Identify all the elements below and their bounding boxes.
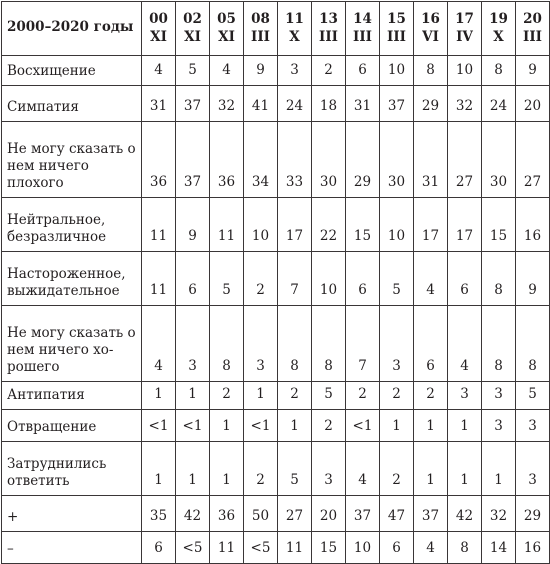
row-label: Настороженное, выжидательное: [2, 252, 142, 306]
table-cell: 30: [380, 122, 414, 198]
table-cell: 22: [312, 198, 346, 252]
row-label: Не могу сказать о нем ничего плохого: [2, 122, 142, 198]
table-cell: 29: [516, 496, 550, 532]
table-cell: <5: [176, 532, 210, 564]
table-cell: 24: [482, 86, 516, 122]
table-cell: 1: [414, 442, 448, 496]
table-cell: 9: [516, 56, 550, 86]
column-header: 11 X: [278, 2, 312, 56]
table-body: [2, 56, 550, 564]
table-cell: 4: [448, 306, 482, 382]
table-cell: 32: [482, 496, 516, 532]
table-cell: 10: [380, 198, 414, 252]
table-cell: 6: [414, 306, 448, 382]
row-label: Не могу сказать о нем ничего хо-рошего: [2, 306, 142, 382]
table-cell: 3: [482, 410, 516, 442]
table-cell: 2: [380, 382, 414, 410]
table-cell: 37: [414, 496, 448, 532]
table-cell: 4: [142, 306, 176, 382]
table-row: [2, 410, 550, 442]
table-cell: 4: [210, 56, 244, 86]
table-cell: 6: [142, 532, 176, 564]
table-cell: 1: [210, 410, 244, 442]
table-cell: 50: [244, 496, 278, 532]
table-row: [2, 496, 550, 532]
table-cell: 36: [210, 122, 244, 198]
table-cell: 17: [448, 198, 482, 252]
table-cell: 16: [516, 198, 550, 252]
column-header: 20 III: [516, 2, 550, 56]
table-cell: 3: [278, 56, 312, 86]
table-cell: 4: [346, 442, 380, 496]
table-cell: 6: [346, 56, 380, 86]
column-header: 13 III: [312, 2, 346, 56]
table-cell: 10: [244, 198, 278, 252]
table-cell: 1: [176, 382, 210, 410]
table-cell: 1: [142, 382, 176, 410]
table-cell: 3: [244, 306, 278, 382]
table-cell: 6: [448, 252, 482, 306]
table-cell: 5: [278, 442, 312, 496]
corner-label: 2000–2020 годы: [2, 2, 142, 56]
table-cell: 37: [176, 122, 210, 198]
table-cell: 2: [312, 410, 346, 442]
table-cell: 36: [142, 122, 176, 198]
table-cell: 32: [448, 86, 482, 122]
table-cell: 1: [210, 442, 244, 496]
table-cell: 11: [142, 198, 176, 252]
table-cell: 27: [448, 122, 482, 198]
table-cell: 1: [414, 410, 448, 442]
table-cell: 9: [516, 252, 550, 306]
table-cell: 1: [142, 442, 176, 496]
table-cell: 2: [244, 442, 278, 496]
table-cell: 37: [380, 86, 414, 122]
table-cell: 10: [346, 532, 380, 564]
table-cell: 3: [516, 410, 550, 442]
table-cell: 47: [380, 496, 414, 532]
column-header: 15 III: [380, 2, 414, 56]
table-cell: 2: [312, 56, 346, 86]
table-cell: 17: [414, 198, 448, 252]
table-cell: 4: [414, 252, 448, 306]
table-cell: 1: [244, 382, 278, 410]
table-cell: 1: [176, 442, 210, 496]
table-cell: 29: [346, 122, 380, 198]
table-cell: 27: [278, 496, 312, 532]
table-cell: 10: [312, 252, 346, 306]
table-cell: 10: [448, 56, 482, 86]
table-cell: 34: [244, 122, 278, 198]
table-cell: 2: [414, 382, 448, 410]
table-cell: 36: [210, 496, 244, 532]
table-cell: 4: [142, 56, 176, 86]
table-cell: 11: [210, 532, 244, 564]
row-label: Симпатия: [2, 86, 142, 122]
table-cell: <5: [244, 532, 278, 564]
table-cell: <1: [244, 410, 278, 442]
table-cell: 3: [482, 382, 516, 410]
table-cell: 15: [312, 532, 346, 564]
column-header: 19 X: [482, 2, 516, 56]
table-cell: 7: [346, 306, 380, 382]
attitude-table: [1, 1, 550, 564]
table-cell: 1: [448, 442, 482, 496]
table-cell: 11: [278, 532, 312, 564]
table-cell: 8: [278, 306, 312, 382]
table-row: [2, 442, 550, 496]
table-cell: 42: [448, 496, 482, 532]
table-cell: 8: [516, 306, 550, 382]
table-cell: 14: [482, 532, 516, 564]
table-cell: 15: [346, 198, 380, 252]
table-cell: 24: [278, 86, 312, 122]
table-cell: 33: [278, 122, 312, 198]
row-label: –: [2, 532, 142, 564]
table-cell: 3: [448, 382, 482, 410]
table-cell: 30: [312, 122, 346, 198]
column-header: 02 XI: [176, 2, 210, 56]
table-cell: 27: [516, 122, 550, 198]
column-header: 08 III: [244, 2, 278, 56]
table-cell: 30: [482, 122, 516, 198]
table-cell: 1: [380, 410, 414, 442]
table-cell: 2: [278, 382, 312, 410]
table-cell: 7: [278, 252, 312, 306]
table-cell: 1: [278, 410, 312, 442]
table-cell: 2: [244, 252, 278, 306]
table-cell: 16: [516, 532, 550, 564]
table-cell: 32: [210, 86, 244, 122]
table-cell: 5: [210, 252, 244, 306]
table-cell: 29: [414, 86, 448, 122]
table-cell: 17: [278, 198, 312, 252]
table-row: [2, 86, 550, 122]
row-label: Антипатия: [2, 382, 142, 410]
table-cell: <1: [176, 410, 210, 442]
table-cell: <1: [142, 410, 176, 442]
table-cell: 11: [210, 198, 244, 252]
table-cell: 5: [380, 252, 414, 306]
table-cell: 8: [210, 306, 244, 382]
column-header: 14 III: [346, 2, 380, 56]
table-cell: 4: [414, 532, 448, 564]
table-cell: 3: [312, 442, 346, 496]
table-cell: 8: [482, 252, 516, 306]
table-cell: 37: [176, 86, 210, 122]
table-cell: 8: [482, 306, 516, 382]
table-cell: 1: [482, 442, 516, 496]
table-cell: 5: [516, 382, 550, 410]
table-cell: 3: [176, 306, 210, 382]
table-cell: 10: [380, 56, 414, 86]
table-cell: 6: [176, 252, 210, 306]
table-cell: 8: [448, 532, 482, 564]
table-cell: 2: [210, 382, 244, 410]
table-cell: 2: [380, 442, 414, 496]
table-cell: 31: [142, 86, 176, 122]
table-cell: 20: [516, 86, 550, 122]
table-cell: 5: [312, 382, 346, 410]
table-cell: 8: [482, 56, 516, 86]
table-cell: 5: [176, 56, 210, 86]
table-row: [2, 382, 550, 410]
table-row: [2, 122, 550, 198]
table-cell: 1: [448, 410, 482, 442]
table-cell: 42: [176, 496, 210, 532]
table-cell: 9: [244, 56, 278, 86]
table-cell: 8: [312, 306, 346, 382]
table-cell: 31: [414, 122, 448, 198]
table-cell: 41: [244, 86, 278, 122]
table-row: [2, 306, 550, 382]
table-cell: 3: [380, 306, 414, 382]
row-label: Отвращение: [2, 410, 142, 442]
column-header: 17 IV: [448, 2, 482, 56]
table-cell: <1: [346, 410, 380, 442]
table-cell: 20: [312, 496, 346, 532]
table-cell: 9: [176, 198, 210, 252]
column-header: 16 VI: [414, 2, 448, 56]
table-cell: 37: [346, 496, 380, 532]
table-cell: 11: [142, 252, 176, 306]
row-label: Восхищение: [2, 56, 142, 86]
table-cell: 31: [346, 86, 380, 122]
column-header: 05 XI: [210, 2, 244, 56]
table-cell: 15: [482, 198, 516, 252]
table-row: [2, 56, 550, 86]
table-row: [2, 198, 550, 252]
column-header: 00 XI: [142, 2, 176, 56]
table-cell: 35: [142, 496, 176, 532]
table-cell: 6: [380, 532, 414, 564]
table-cell: 6: [346, 252, 380, 306]
row-label: Затруднились ответить: [2, 442, 142, 496]
row-label: Нейтральное, безразличное: [2, 198, 142, 252]
row-label: +: [2, 496, 142, 532]
table-row: [2, 252, 550, 306]
header-row: [2, 2, 550, 56]
table-cell: 18: [312, 86, 346, 122]
table-cell: 8: [414, 56, 448, 86]
table-cell: 3: [516, 442, 550, 496]
table-cell: 2: [346, 382, 380, 410]
